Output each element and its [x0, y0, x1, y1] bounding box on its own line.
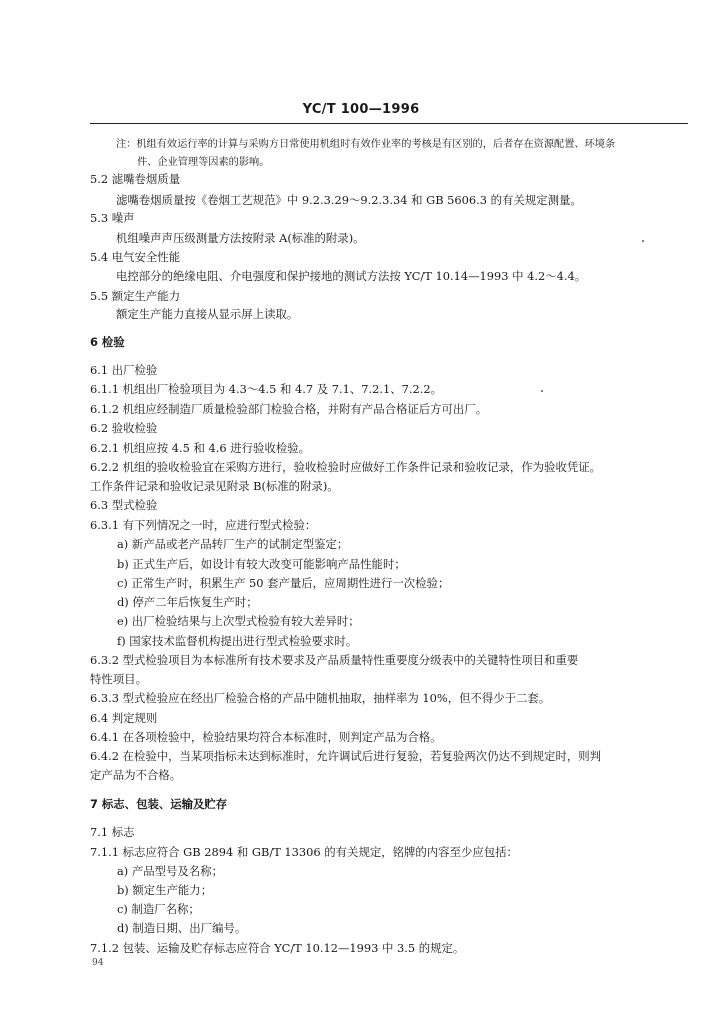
section-6-1-title: 6.1 出厂检验 — [90, 363, 158, 377]
clause-6-2-2-line-2: 工作条件记录和验收记录见附录 B(标准的附录)。 — [90, 479, 339, 493]
clause-6-2-1: 6.2.1 机组应按 4.5 和 4.6 进行验收检验。 — [90, 441, 311, 455]
list-item: d) 制造日期、出厂编号。 — [117, 921, 247, 935]
clause-7-1-1: 7.1.1 标志应符合 GB 2894 和 GB/T 13306 的有关规定，铭牌的内容至少应包括： — [90, 845, 518, 859]
section-7-title: 7 标志、包装、运输及贮存 — [90, 797, 228, 811]
clause-7-1-2: 7.1.2 包装、运输及贮存标志应符合 YC/T 10.12—1993 中 3.5 的规定。 — [90, 941, 465, 955]
note-line-2: 件、企业管理等因素的影响。 — [137, 157, 270, 168]
clause-6-2-2-line-1: 6.2.2 机组的验收检验宜在采购方进行，验收检验时应做好工作条件记录和验收记录，作为验收凭证。 — [90, 460, 602, 474]
scan-speck — [642, 240, 644, 242]
clause-6-3-1: 6.3.1 有下列情况之一时，应进行型式检验： — [90, 518, 317, 532]
section-5-5-title: 5.5 额定生产能力 — [90, 289, 181, 303]
clause-6-4-2-line-1: 6.4.2 在检验中，当某项指标未达到标准时，允许调试后进行复验，若复验两次仍达不到规定时，则判 — [90, 749, 602, 763]
section-6-4-title: 6.4 判定规则 — [90, 711, 158, 725]
scan-speck — [541, 390, 543, 392]
section-6-title: 6 检验 — [90, 335, 125, 349]
section-7-1-title: 7.1 标志 — [90, 825, 135, 839]
section-6-3-title: 6.3 型式检验 — [90, 498, 158, 512]
clause-6-1-2: 6.1.2 机组应经制造厂质量检验部门检验合格，并附有产品合格证后方可出厂。 — [90, 402, 488, 416]
section-5-5-body: 额定生产能力直接从显示屏上读取。 — [116, 307, 299, 321]
clause-6-3-3: 6.3.3 型式检验应在经出厂检验合格的产品中随机抽取，抽样率为 10%，但不得少于二套。 — [90, 691, 551, 705]
clause-6-4-2-line-2: 定产品为不合格。 — [90, 768, 182, 782]
header-rule — [90, 123, 688, 124]
list-item: b) 正式生产后，如设计有较大改变可能影响产品性能时； — [117, 557, 406, 571]
page-number: 94 — [92, 958, 104, 968]
clause-6-1-1: 6.1.1 机组出厂检验项目为 4.3～4.5 和 4.7 及 7.1、7.2.1、7.2.2。 — [90, 382, 442, 396]
list-item: a) 产品型号及名称； — [117, 864, 223, 878]
section-5-4-body: 电控部分的绝缘电阻、介电强度和保护接地的测试方法按 YC/T 10.14—1993 中 4.2～4.4。 — [116, 269, 587, 283]
clause-6-3-2-line-2: 特性项目。 — [90, 672, 147, 686]
list-item: f) 国家技术监督机构提出进行型式检验要求时。 — [117, 634, 358, 648]
list-item: e) 出厂检验结果与上次型式检验有较大差异时； — [117, 614, 360, 628]
section-5-3-title: 5.3 噪声 — [90, 211, 135, 225]
section-5-2-body: 滤嘴卷烟质量按《卷烟工艺规范》中 9.2.3.29～9.2.3.34 和 GB 5606.3 的有关规定测量。 — [116, 193, 582, 207]
list-item: d) 停产二年后恢复生产时； — [117, 595, 258, 609]
list-item: a) 新产品或老产品转厂生产的试制定型鉴定； — [117, 537, 349, 551]
section-6-2-title: 6.2 验收检验 — [90, 421, 158, 435]
section-5-4-title: 5.4 电气安全性能 — [90, 250, 181, 264]
standard-code-header: YC/T 100—1996 — [302, 102, 420, 117]
list-item: c) 正常生产时，积累生产 50 套产量后，应周期性进行一次检验； — [117, 576, 450, 590]
section-5-2-title: 5.2 滤嘴卷烟质量 — [90, 172, 181, 186]
list-item: b) 额定生产能力； — [117, 883, 213, 897]
list-item: c) 制造厂名称； — [117, 902, 200, 916]
note-line-1: 注：机组有效运行率的计算与采购方日常使用机组时有效作业率的考核是有区别的，后者存在资源配置、环境条 — [116, 139, 616, 150]
clause-6-4-1: 6.4.1 在各项检验中，检验结果均符合本标准时，则判定产品为合格。 — [90, 730, 442, 744]
clause-6-3-2-line-1: 6.3.2 型式检验项目为本标准所有技术要求及产品质量特性重要度分级表中的关键特性项目和重要 — [90, 653, 579, 667]
section-5-3-body: 机组噪声声压级测量方法按附录 A(标准的附录)。 — [116, 231, 365, 245]
